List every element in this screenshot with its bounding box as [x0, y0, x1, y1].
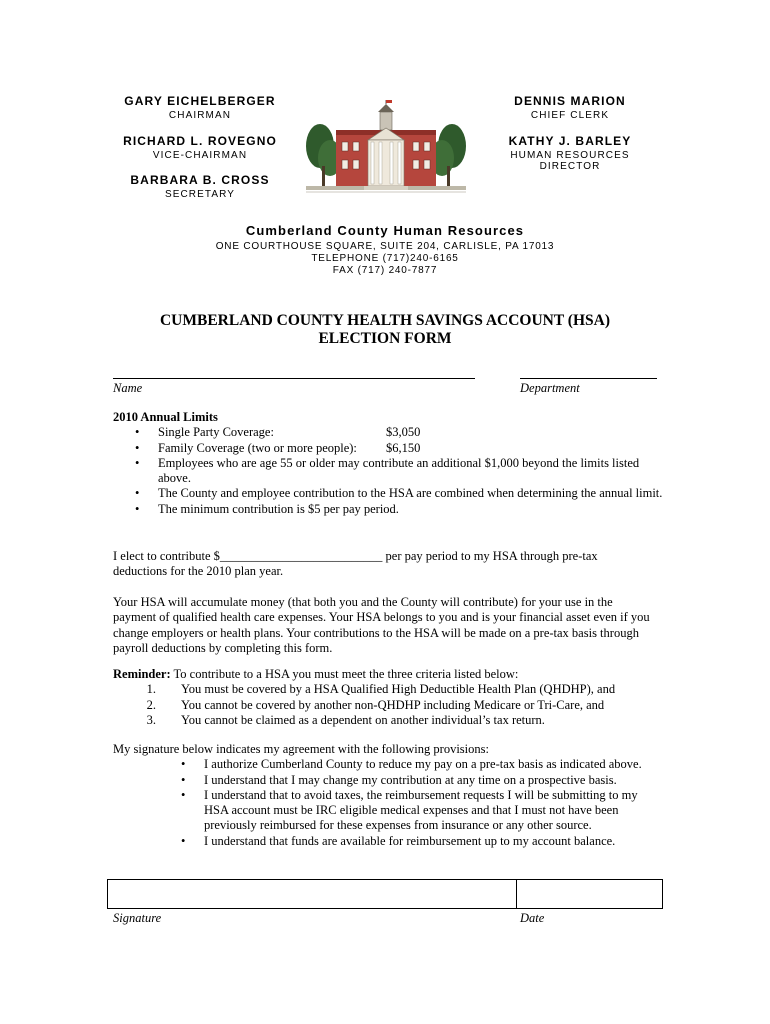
department-line[interactable]	[520, 378, 657, 379]
provision-text: I understand that I may change my contribution at any time on a prospective basis.	[204, 772, 617, 787]
officer-title: HUMAN RESOURCES	[510, 150, 630, 161]
form-title-line2: ELECTION FORM	[318, 330, 452, 347]
officer-chief-clerk	[490, 94, 650, 121]
officer-name: GARY EICHELBERGER	[124, 94, 276, 108]
provision-text: I authorize Cumberland County to reduce my pay on a pre-tax basis as indicated above.	[204, 757, 642, 772]
officer-name: KATHY J. BARLEY	[508, 134, 632, 148]
list-item	[181, 772, 663, 788]
criteria-text: You cannot be claimed as a dependent on another individual’s tax return.	[181, 712, 545, 727]
limits-list	[135, 425, 663, 517]
org-name: Cumberland County Human Resources	[245, 223, 525, 238]
officer-name: RICHARD L. ROVEGNO	[123, 134, 277, 148]
contribution-amount-field[interactable]: __________________________	[219, 549, 383, 563]
bullet-icon: •	[181, 757, 186, 772]
list-item	[181, 757, 663, 772]
officer-hr-director	[490, 134, 650, 172]
form-title-line1: CUMBERLAND COUNTY HEALTH SAVINGS ACCOUNT (HSA)	[159, 312, 610, 329]
officer-secretary	[120, 173, 280, 200]
provisions-section	[113, 742, 663, 849]
form-title	[100, 312, 670, 348]
provision-text: I understand that to avoid taxes, the reimbursement requests I will be submitting to my HSA account must be IRC eligible medical expenses and that I must not have been previously reimbursed for these expenses from insurance or any other source.	[204, 787, 638, 833]
bullet-icon: •	[181, 772, 186, 787]
bullet-icon: •	[135, 486, 140, 501]
officer-vice-chairman	[120, 134, 280, 161]
courthouse-illustration	[306, 100, 466, 200]
officer-title: SECRETARY	[164, 189, 236, 200]
minimum-note: The minimum contribution is $5 per pay period.	[158, 501, 399, 516]
bullet-icon: •	[135, 501, 140, 516]
bullet-icon: •	[135, 440, 140, 455]
officer-title: VICE-CHAIRMAN	[152, 150, 248, 161]
provisions-list	[181, 757, 663, 849]
bullet-icon: •	[181, 787, 186, 802]
criteria-number: 2.	[146, 697, 156, 712]
officer-title: CHAIRMAN	[168, 110, 232, 121]
reminder-section	[113, 667, 663, 728]
list-item	[181, 787, 663, 834]
org-fax: FAX (717) 240-7877	[332, 265, 438, 276]
bullet-icon: •	[135, 425, 140, 440]
reminder-text: To contribute to a HSA you must meet the three criteria listed below:	[170, 667, 519, 681]
officer-title: CHIEF CLERK	[530, 110, 610, 121]
single-coverage-value: $3,050	[386, 425, 421, 440]
officer-name: BARBARA B. CROSS	[130, 173, 270, 187]
list-item	[135, 440, 663, 456]
date-field[interactable]	[517, 880, 662, 908]
provision-text: I understand that funds are available for reimbursement up to my account balance.	[204, 833, 616, 848]
accumulate-paragraph: Your HSA will accumulate money (that both you and the County will contribute) for your use in the payment of qualified health care expenses. Your HSA belongs to you and is your financial asset even if you change employers or health plans. Your contributions to the HSA will be made on a pre-tax basis through payroll deductions by completing this form.	[113, 595, 650, 655]
org-address: ONE COURTHOUSE SQUARE, SUITE 204, CARLISLE, PA 17013	[215, 241, 555, 252]
signature-intro: My signature below indicates my agreement with the following provisions:	[113, 742, 489, 756]
name-line[interactable]	[113, 378, 475, 379]
combined-note: The County and employee contribution to the HSA are combined when determining the annual limit.	[158, 486, 663, 501]
officer-title: DIRECTOR	[539, 161, 601, 172]
date-label: Date	[520, 911, 545, 925]
officer-chairman	[120, 94, 280, 121]
signature-field[interactable]	[108, 880, 516, 908]
list-item	[135, 486, 663, 501]
elect-text-start: I elect to contribute $	[113, 549, 220, 563]
org-phone: TELEPHONE (717)240-6165	[311, 253, 459, 264]
criteria-number: 3.	[146, 712, 156, 727]
election-paragraph	[113, 549, 653, 580]
org-block	[170, 223, 600, 276]
list-item	[146, 682, 663, 697]
family-coverage-label: Family Coverage (two or more people):	[158, 440, 357, 455]
criteria-text: You must be covered by a HSA Qualified High Deductible Health Plan (QHDHP), and	[181, 682, 616, 697]
list-item	[146, 697, 663, 713]
signature-label: Signature	[113, 911, 162, 925]
criteria-list	[146, 682, 663, 728]
officer-name: DENNIS MARION	[514, 94, 626, 108]
reminder-line	[113, 667, 663, 682]
list-item	[135, 455, 663, 487]
limits-heading: 2010 Annual Limits	[113, 410, 218, 424]
bullet-icon: •	[135, 455, 140, 470]
single-coverage-label: Single Party Coverage:	[158, 425, 274, 440]
department-label: Department	[520, 381, 580, 395]
name-label: Name	[113, 381, 143, 395]
reminder-label: Reminder:	[113, 667, 171, 681]
list-item	[135, 501, 663, 517]
criteria-number: 1.	[146, 682, 156, 697]
list-item	[135, 425, 663, 440]
signature-date-box	[107, 879, 663, 909]
bullet-icon: •	[181, 833, 186, 848]
family-coverage-value: $6,150	[386, 440, 421, 455]
age-note: Employees who are age 55 or older may contribute an additional $1,000 beyond the limits listed above.	[158, 455, 640, 486]
elect-text-end: per pay period to my HSA through pre-tax deductions for the 2010 plan year.	[113, 549, 598, 579]
list-item	[146, 712, 663, 728]
annual-limits-section	[113, 410, 663, 517]
list-item	[181, 833, 663, 849]
criteria-text: You cannot be covered by another non-QHDHP including Medicare or Tri-Care, and	[181, 697, 605, 712]
